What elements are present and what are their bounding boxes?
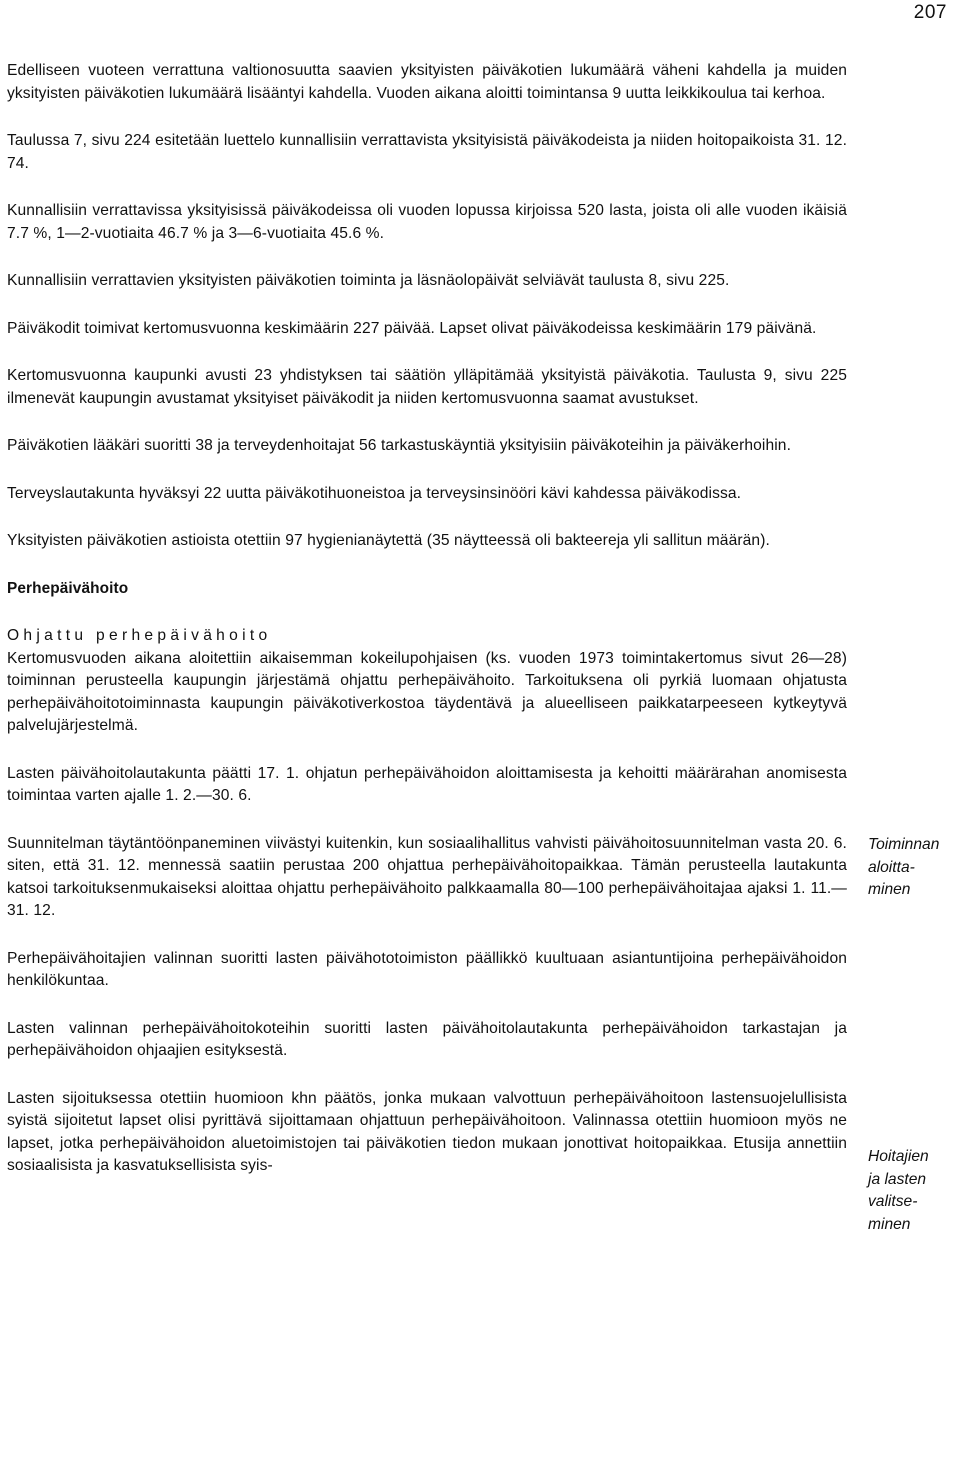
section-paragraph: Lasten päivähoitolautakunta päätti 17. 1. ohjatun perhepäivähoidon aloittamisesta ja kehoitti määrärahan anomisesta toimintaa varten ajalle 1. 2.—30. 6. (7, 764, 847, 804)
page-number: 207 (913, 2, 947, 23)
margin-note-line: Toiminnan (868, 836, 940, 853)
paragraph: Kunnallisiin verrattavissa yksityisissä päiväkodeissa oli vuoden lopussa kirjoissa 520 lasta, joista oli alle vuoden ikäisiä 7.7 %, 1—2-vuotiaita 46.7 % ja 3—6-vuotiaita 45.6 %. (7, 202, 847, 242)
margin-note-line: Hoitajien (868, 1148, 929, 1165)
body-text (7, 60, 847, 1203)
paragraph: Päiväkotien lääkäri suoritti 38 ja terveydenhoitajat 56 tarkastuskäyntiä yksityisiin päiväkoteihin ja päiväkerhoihin. (7, 437, 792, 454)
section-paragraph: Suunnitelman täytäntöönpaneminen viivästyi kuitenkin, kun sosiaalihallitus vahvisti päivähoitosuunnitelman vasta 20. 6. siten, että 31. 12. mennessä saatiin perustaa 200 ohjattua perhepäivähoitopaikkaa. Tämän perusteella lautakunta katsoi tarkoituksenmukaiseksi aloittaa ohjattu perhepäivähoito palkkaamalla 80—100 perhepäivähoitajaa ajaksi 1. 11.—31. 12. (7, 834, 847, 919)
margin-note-line: minen (868, 1215, 911, 1233)
section-heading: Perhepäivähoito (7, 579, 129, 597)
margin-note-hoitajien-valitseminen (868, 1146, 958, 1236)
margin-note-line: valitse- (868, 1193, 918, 1210)
margin-note-line: aloitta- (868, 858, 915, 876)
paragraph: Yksityisten päiväkotien astioista otettiin 97 hygienianäytettä (35 näytteessä oli bakteereja yli sallitun määrän). (7, 532, 770, 549)
paragraph: Taulussa 7, sivu 224 esitetään luettelo kunnallisiin verrattavista yksityisistä päiväkodeista ja niiden hoitopaikoista 31. 12. 74. (7, 132, 847, 172)
margin-note-toiminnan-aloittaminen (868, 834, 958, 902)
paragraph: Terveyslautakunta hyväksyi 22 uutta päiväkotihuoneistoa ja terveysinsinööri kävi kahdessa päiväkodissa. (7, 484, 742, 502)
paragraph: Päiväkodit toimivat kertomusvuonna keskimäärin 227 päivää. Lapset olivat päiväkodeissa keskimäärin 179 päivänä. (7, 319, 817, 337)
paragraph: Kertomusvuonna kaupunki avusti 23 yhdistyksen tai säätiön ylläpitämää yksityistä päiväkotia. Taulusta 9, sivu 225 ilmenevät kaupungin avustamat yksityiset päiväkodit ja niiden kertomusvuonna saamat avustukset. (7, 367, 847, 407)
margin-note-line: ja lasten (868, 1170, 927, 1188)
section-paragraph: Lasten sijoituksessa otettiin huomioon khn päätös, jonka mukaan valvottuun perhepäivähoitoon lastensuojelullisista syistä sijoitetut lapset olisi pyrittävä sijoittamaan ohjattuun perhepäivähoitoon. Valinnassa otettiin huomioon myös ne lapset, jotka perhepäivähoidon aluetoimistojen tai päiväkotien tiedon mukaan jonottivat hoitopaikkaa. Etusija annettiin sosiaalisista ja kasvatuksellisista syis- (7, 1089, 847, 1174)
section-paragraph: Kertomusvuoden aikana aloitettiin aikaisemman kokeilupohjaisen (ks. vuoden 1973 toimintakertomus sivut 26—28) toiminnan perusteella kaupungin järjestämä ohjattu perhepäivähoito. Tarkoituksena oli pyrkiä luomaan ohjatusta perhepäivähoitotoiminnasta kaupungin päiväkotiverkostoa täydentävä ja alueelliseen paikkatarpeeseen kytkeytyvä palvelujärjestelmä. (7, 649, 847, 734)
margin-note-line: minen (868, 881, 911, 898)
section-paragraph: Lasten valinnan perhepäivähoitokoteihin suoritti lasten päivähoitolautakunta perhepäivähoidon tarkastajan ja perhepäivähoidon ohjaajien esityksestä. (7, 1019, 847, 1059)
subsection-heading: Ohjattu perhepäivähoito (7, 627, 272, 644)
paragraph: Edelliseen vuoteen verrattuna valtionosuutta saavien yksityisten päiväkotien lukumäärä väheni kahdella ja muiden yksityisten päiväkotien lukumäärä lisääntyi kahdella. Vuoden aikana aloitti toimintansa 9 uutta leikkikoulua tai kerhoa. (7, 62, 847, 102)
paragraph: Kunnallisiin verrattavien yksityisten päiväkotien toiminta ja läsnäolopäivät selviävät taulusta 8, sivu 225. (7, 272, 730, 289)
section-paragraph: Perhepäivähoitajien valinnan suoritti lasten päivähototoimiston päällikkö kuultuaan asiantuntijoina perhepäivähoidon henkilökuntaa. (7, 949, 847, 989)
